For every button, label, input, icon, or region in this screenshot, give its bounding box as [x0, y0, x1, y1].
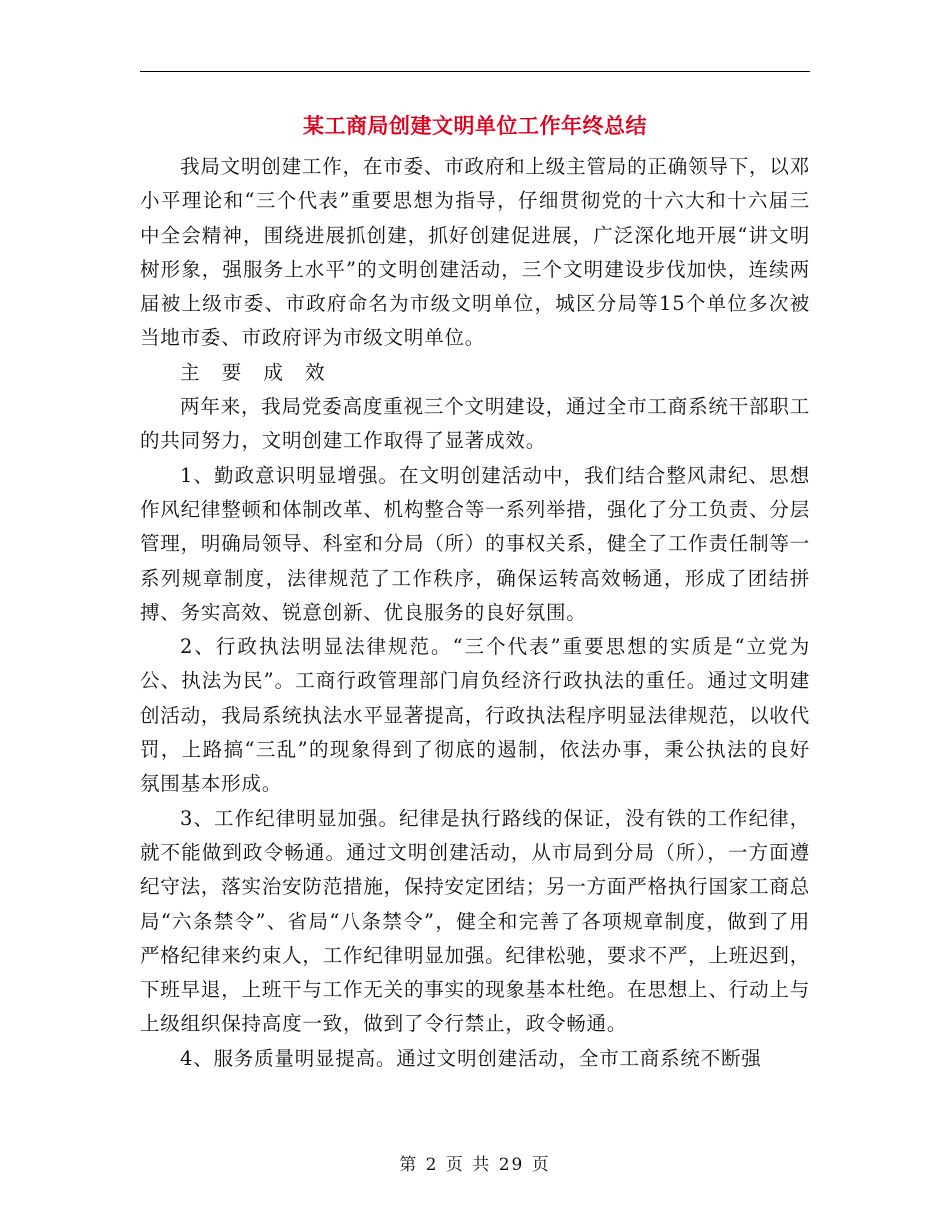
paragraph-item-4: 4、服务质量明显提高。通过文明创建活动，全市工商系统不断强 [180, 1046, 762, 1070]
section-heading-main-results: 主 要 成 效 [180, 360, 333, 384]
page-number-footer: 第 2 页 共 29 页 [399, 1155, 551, 1175]
paragraph-item-1: 1、勤政意识明显增强。在文明创建活动中，我们结合整风肃纪、思想作风纪律整顿和体制改革、机构整合等一系列举措，强化了分工负责、分层管理，明确局领导、科室和分局（所）的事权关系，健全了工作责任制等一系列规章制度，法律规范了工作秩序，确保运转高效畅通，形成了团结拼搏、务实高效、锐意创新、优良服务的良好氛围。 [140, 463, 810, 624]
paragraph-item-3: 3、工作纪律明显加强。纪律是执行路线的保证，没有铁的工作纪律，就不能做到政令畅通。通过文明创建活动，从市局到分局（所），一方面遵纪守法，落实治安防范措施，保持安定团结；另一方面严格执行国家工商总局“六条禁令”、省局“八条禁令”，健全和完善了各项规章制度，做到了用严格纪律来约束人，工作纪律明显加强。纪律松驰，要求不严，上班迟到，下班早退，上班干与工作无关的事实的现象基本杜绝。在思想上、行动上与上级组织保持高度一致，做到了令行禁止，政令畅通。 [140, 806, 810, 1036]
paragraph-intro: 我局文明创建工作，在市委、市政府和上级主管局的正确领导下，以邓小平理论和“三个代表”重要思想为指导，仔细贯彻党的十六大和十六届三中全会精神，围绕进展抓创建，抓好创建促进展，广泛深化地开展“讲文明树形象，强服务上水平”的文明创建活动，三个文明建设步伐加快，连续两届被上级市委、市政府命名为市级文明单位，城区分局等15个单位多次被当地市委、市政府评为市级文明单位。 [140, 155, 810, 350]
paragraph-overview: 两年来，我局党委高度重视三个文明建设，通过全市工商系统干部职工的共同努力，文明创建工作取得了显著成效。 [140, 395, 810, 453]
document-body [140, 150, 810, 1076]
paragraph-item-2: 2、行政执法明显法律规范。“三个代表”重要思想的实质是“立党为公、执法为民”。工商行政管理部门肩负经济行政执法的重任。通过文明建创活动，我局系统执法水平显著提高，行政执法程序明显法律规范，以收代罚，上路搞“三乱”的现象得到了彻底的遏制，依法办事，秉公执法的良好氛围基本形成。 [140, 635, 810, 796]
document-title: 某工商局创建文明单位工作年终总结 [303, 113, 647, 138]
header-rule [140, 71, 810, 72]
